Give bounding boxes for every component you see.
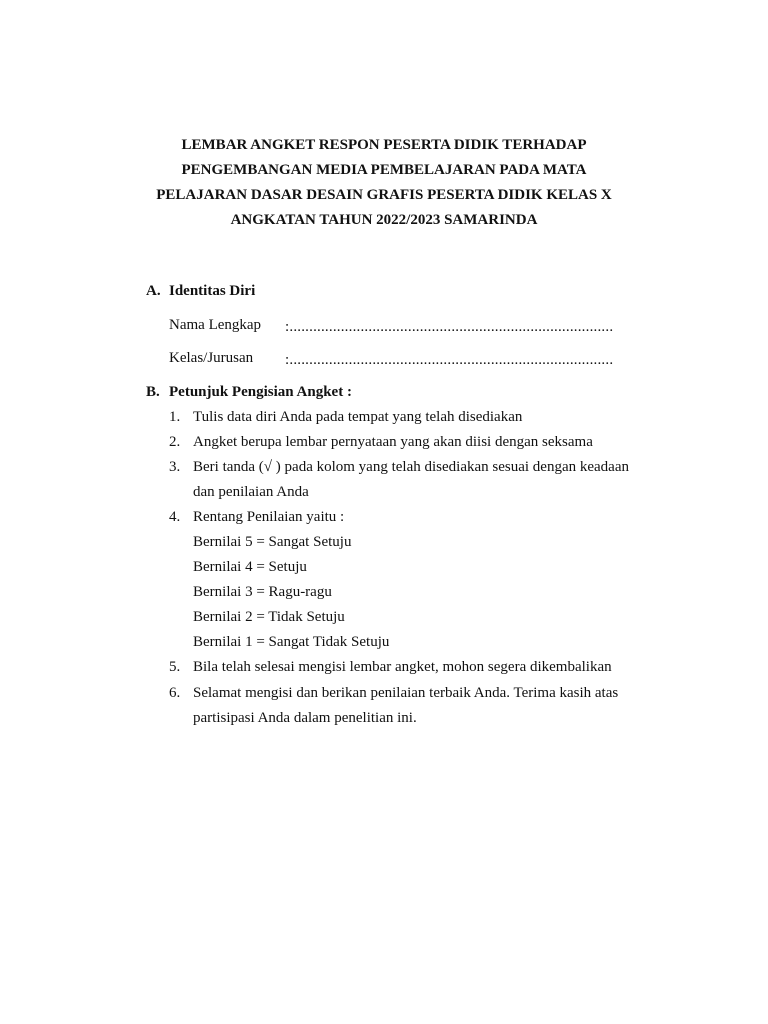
title-line: PELAJARAN DASAR DESAIN GRAFIS PESERTA DIDIK KELAS X [156,187,612,203]
rating-scale-2: Bernilai 2 = Tidak Setuju [193,609,345,625]
list-item-number: 4. [169,509,181,525]
list-item-text: Tulis data diri Anda pada tempat yang telah disediakan [193,409,523,425]
field-label-nama-lengkap: Nama Lengkap [169,317,262,333]
field-line-kelas-jurusan[interactable]: :.................................................................................. [285,352,614,368]
list-item-number: 5. [169,659,181,675]
list-item-text: Selamat mengisi dan berikan penilaian terbaik Anda. Terima kasih atas [193,685,619,701]
list-item-text: Beri tanda (√ ) pada kolom yang telah disediakan sesuai dengan keadaan [193,459,629,475]
list-item-text: Angket berupa lembar pernyataan yang akan diisi dengan seksama [193,434,593,450]
list-item-text: Rentang Penilaian yaitu : [193,509,345,525]
title-line: LEMBAR ANGKET RESPON PESERTA DIDIK TERHADAP [181,137,587,153]
rating-scale-1: Bernilai 1 = Sangat Tidak Setuju [193,634,390,650]
title-line: ANGKATAN TAHUN 2022/2023 SAMARINDA [230,212,538,228]
section-a-marker: A. [146,283,161,299]
list-item-text: Bila telah selesai mengisi lembar angket, mohon segera dikembalikan [193,659,612,675]
rating-scale-4: Bernilai 4 = Setuju [193,559,307,575]
section-b-heading: Petunjuk Pengisian Angket : [169,384,352,400]
field-line-nama-lengkap[interactable]: :.................................................................................. [285,319,614,335]
title-line: PENGEMBANGAN MEDIA PEMBELAJARAN PADA MATA [181,162,587,178]
section-b-marker: B. [146,384,160,400]
section-a-heading: Identitas Diri [169,283,256,299]
list-item-number: 2. [169,434,181,450]
list-item-text: dan penilaian Anda [193,484,309,500]
list-item-number: 3. [169,459,181,475]
rating-scale-3: Bernilai 3 = Ragu-ragu [193,584,332,600]
document-title [120,133,648,233]
field-label-kelas-jurusan: Kelas/Jurusan [169,350,254,366]
list-item-number: 1. [169,409,181,425]
list-item-text: partisipasi Anda dalam penelitian ini. [193,710,417,726]
list-item-number: 6. [169,685,181,701]
rating-scale-5: Bernilai 5 = Sangat Setuju [193,534,352,550]
